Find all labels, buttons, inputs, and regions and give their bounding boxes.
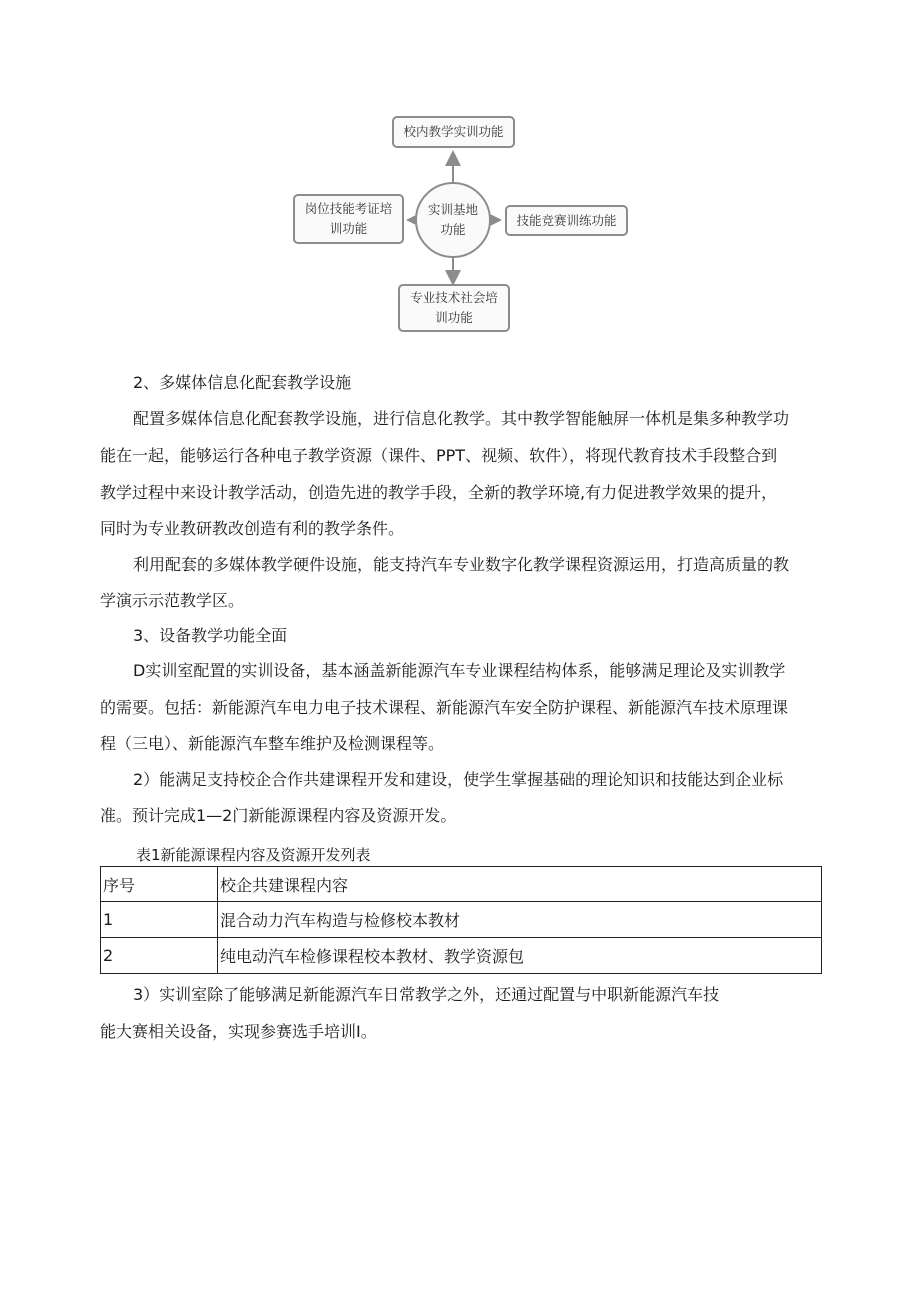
box-top-label: 校内教学实训功能 [403,124,504,139]
box-left [293,194,404,244]
center-circle [415,182,491,258]
table-row [101,938,822,974]
para2-line1: 利用配套的多媒体教学硬件设施，能支持汽车专业数字化教学课程资源运用，打造高质量的教 [133,555,790,574]
course-table [100,866,822,974]
box-right-label: 技能竞赛训练功能 [516,212,617,228]
para2-line2: 学演示示范教学区。 [100,591,245,610]
row-index: 2 [101,938,218,974]
table-caption: 表1新能源课程内容及资源开发列表 [136,846,371,864]
para1-line1: 配置多媒体信息化配套教学设施，进行信息化教学。其中教学智能触屏一体机是集多种教学功 [133,409,790,428]
box-right [505,205,628,236]
para1-line3: 教学过程中来设计教学活动，创造先进的教学手段，全新的教学环境,有力促进教学效果的提升， [100,483,778,502]
para4-line1: 2）能满足支持校企合作共建课程开发和建设，使学生掌握基础的理论知识和技能达到企业标 [133,770,784,789]
para1-line4: 同时为专业教研教改创造有利的教学条件。 [100,519,405,538]
table-header-row [101,867,822,902]
heading-2: 2、多媒体信息化配套教学设施 [133,373,352,392]
box-bottom [398,284,510,332]
para4-line2: 准。预计完成1—2门新能源课程内容及资源开发。 [100,806,457,825]
heading-3: 3、设备教学功能全面 [133,626,288,645]
row-index: 1 [101,902,218,938]
box-bottom-label: 专业技术社会培 训功能 [410,290,498,325]
table-row [101,902,822,938]
box-left-label: 岗位技能考证培 训功能 [304,201,393,236]
row-content: 混合动力汽车构造与检修校本教材 [218,902,822,938]
para3-line2: 的需要。包括：新能源汽车电力电子技术课程、新能源汽车安全防护课程、新能源汽车技术原理课 [100,698,789,717]
function-diagram [0,0,920,345]
row-content: 纯电动汽车检修课程校本教材、教学资源包 [218,938,822,974]
para1-line2: 能在一起，能够运行各种电子教学资源（课件、PPT、视频、软件），将现代教育技术手段整合到 [100,446,778,465]
para3-line3: 程（三电）、新能源汽车整车维护及检测课程等。 [100,734,445,753]
box-top [392,116,515,148]
para3-line1: D实训室配置的实训设备，基本涵盖新能源汽车专业课程结构体系，能够满足理论及实训教学 [133,661,786,680]
para5-line1: 3）实训室除了能够满足新能源汽车日常教学之外，还通过配置与中职新能源汽车技 [133,985,720,1004]
header-content: 校企共建课程内容 [218,867,822,902]
para5-line2: 能大赛相关设备，实现参赛选手培训I。 [100,1022,377,1041]
header-index: 序号 [101,867,218,902]
center-label: 实训基地 功能 [427,202,478,237]
